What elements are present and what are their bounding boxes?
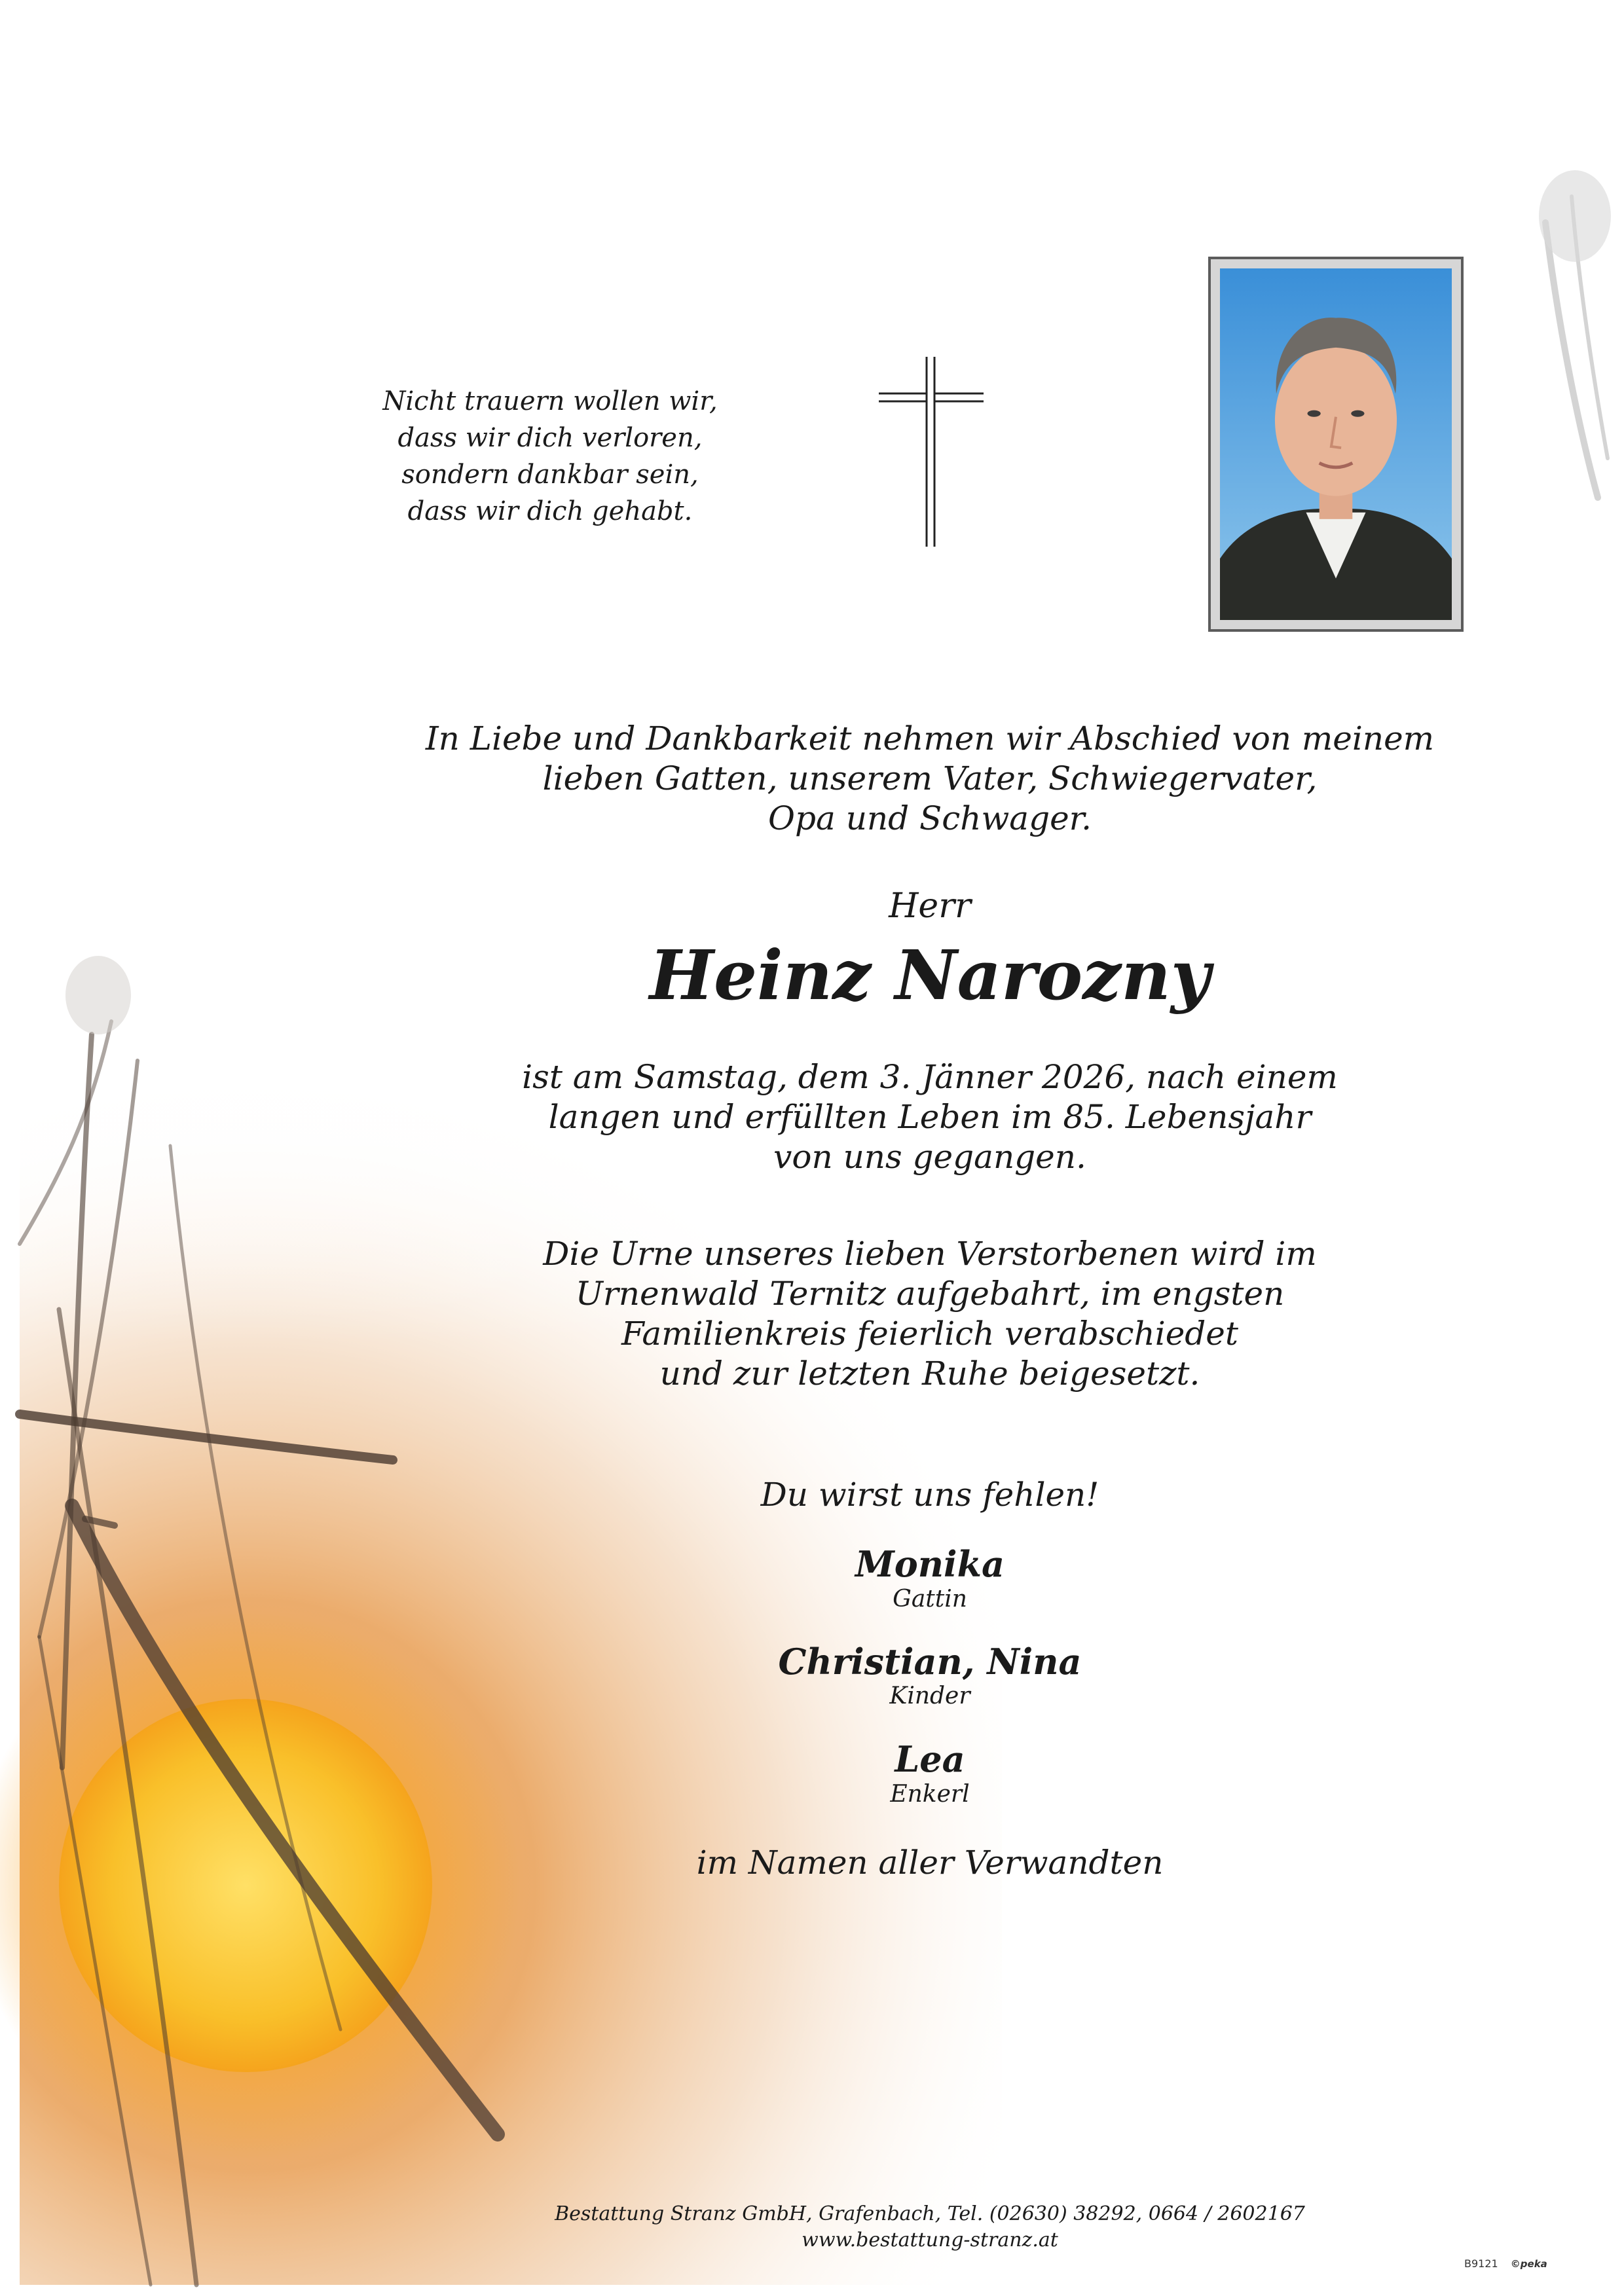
portrait-frame [1208,257,1464,632]
mourner-name: Lea [895,1738,965,1780]
portrait-photo [1220,268,1452,620]
funeral-home-contact: Bestattung Stranz GmbH, Grafenbach, Tel. (02630) 38292, 0664 / 2602167 [555,2202,1305,2225]
cross-icon [879,357,984,547]
print-code [1464,2257,1547,2270]
intro-line: lieben Gatten, unserem Vater, Schwiegervater, [542,759,1318,797]
death-notice [419,1057,1441,1177]
urn-notice-line: Urnenwald Ternitz aufgebahrt, im engsten [575,1275,1285,1313]
mourner-role: Enkerl [890,1781,970,1808]
intro-text [419,719,1441,839]
print-number: B9121 [1464,2257,1498,2270]
urn-notice-line: und zur letzten Ruhe beigesetzt. [659,1355,1200,1393]
urn-notice [419,1234,1441,1394]
funeral-home-website: www.bestattung-stranz.at [802,2229,1058,2251]
poem-line: dass wir dich verloren, [397,423,703,453]
death-notice-line: langen und erfüllten Leben im 85. Lebensjahr [548,1098,1312,1136]
poem-line: sondern dankbar sein, [401,460,699,490]
publisher-logo: ©peka [1510,2258,1547,2270]
funeral-home-footer [419,2201,1441,2253]
poem-line: dass wir dich gehabt. [407,496,693,526]
mourner-name: Monika [855,1543,1005,1585]
urn-notice-line: Familienkreis feierlich verabschiedet [621,1315,1238,1353]
deceased-title: Herr [889,886,971,926]
mourner-name: Christian, Nina [778,1641,1082,1683]
urn-notice-line: Die Urne unseres lieben Verstorbenen wird im [543,1235,1317,1273]
intro-line: Opa und Schwager. [768,799,1092,837]
death-notice-line: ist am Samstag, dem 3. Jänner 2026, nach einem [522,1058,1338,1096]
farewell-text: Du wirst uns fehlen! [760,1476,1099,1514]
mourner-role: Kinder [889,1683,970,1709]
on-behalf-text: im Namen aller Verwandten [696,1844,1164,1882]
poem-line: Nicht trauern wollen wir, [382,386,718,416]
mourner-role: Gattin [893,1586,967,1613]
memorial-poem [341,383,760,530]
death-notice-line: von uns gegangen. [773,1138,1086,1176]
deceased-name: Heinz Narozny [649,935,1211,1015]
intro-line: In Liebe und Dankbarkeit nehmen wir Abschied von meinem [425,720,1435,757]
